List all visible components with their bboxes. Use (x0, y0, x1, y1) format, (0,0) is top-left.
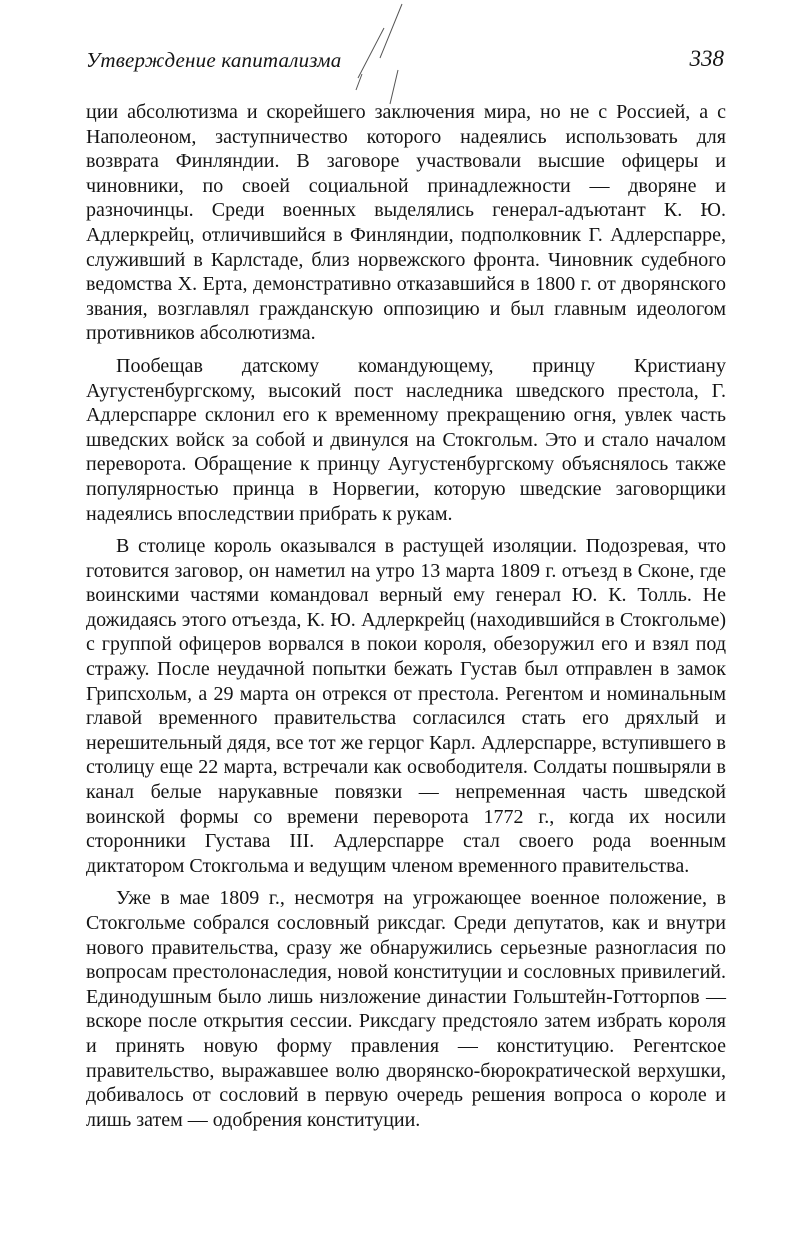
page-number: 338 (689, 46, 724, 71)
paragraph: В столице король оказывался в растущей изоляции. Подозревая, что готовится заговор, он наметил на утро 13 марта 1809 г. отъезд в Сконе, где воинскими частями командовал верный ему генерал Ю. К. Толль. Не дожидаясь этого отъезда, К. Ю. Адлеркрейц (находившийся в Стокгольме) с группой офицеров ворвался в покои короля, обезоружил его и взял под стражу. После неудачной попытки бежать Густав был отправлен в замок Грипсхольм, а 29 марта он отрекся от престола. Регентом и номинальным главой временного правительства согласился стать его дряхлый и нерешительный дядя, все тот же герцог Карл. Адлерспарре, вступившего в столицу еще 22 марта, встречали как освободителя. Солдаты пошвыряли в канал белые нарукавные повязки — непременная часть шведской воинской формы со времени переворота 1772 г., когда их носили сторонники Густава III. Адлерспарре стал своего рода военным диктатором Стокгольма и ведущим членом временного правительства. (86, 535, 726, 877)
running-title: Утверждение капитализма (86, 48, 342, 72)
body-text (86, 100, 726, 1132)
paragraph: Пообещав датскому командующему, принцу Кристиану Аугустенбургскому, высокий пост наследника шведского престола, Г. Адлерспарре склонил его к временному прекращению огня, увлек часть шведских войск за собой и двинулся на Стокгольм. Это и стало началом переворота. Обращение к принцу Аугустенбургскому объяснялось также популярностью принца в Норвегии, которую шведские заговорщики надеялись впоследствии прибрать к рукам. (86, 354, 726, 525)
paragraph-continued: ции абсолютизма и скорейшего заключения мира, но не с Россией, а с Наполеоном, заступничество которого надеялись использовать для возврата Финляндии. В заговоре участвовали высшие офицеры и чиновники, по своей социальной принадлежности — дворяне и разночинцы. Среди военных выделялись генерал-адъютант К. Ю. Адлеркрейц, отличившийся в Финляндии, подполковник Г. Адлерспарре, служивший в Карлстаде, близ норвежского фронта. Чиновник судебного ведомства X. Ерта, демонстративно отказавшийся в 1800 г. от дворянского звания, возглавлял гражданскую оппозицию и был главным идеологом противников абсолютизма. (86, 101, 726, 345)
paragraph: Уже в мае 1809 г., несмотря на угрожающее военное положение, в Стокгольме собрался сословный риксдаг. Среди депутатов, как и внутри нового правительства, сразу же обнаружились серьезные разногласия по вопросам престолонаследия, новой конституции и сословных привилегий. Единодушным было лишь низложение династии Гольштейн-Готторпов — вскоре после открытия сессии. Риксдагу предстояло затем избрать короля и принять новую форму правления — конституцию. Регентское правительство, выражавшее волю дворянско-бюрократической верхушки, добивалось от сословий в первую очередь решения вопроса о короле и лишь затем — одобрения конституции. (86, 887, 726, 1131)
running-head (86, 44, 724, 78)
